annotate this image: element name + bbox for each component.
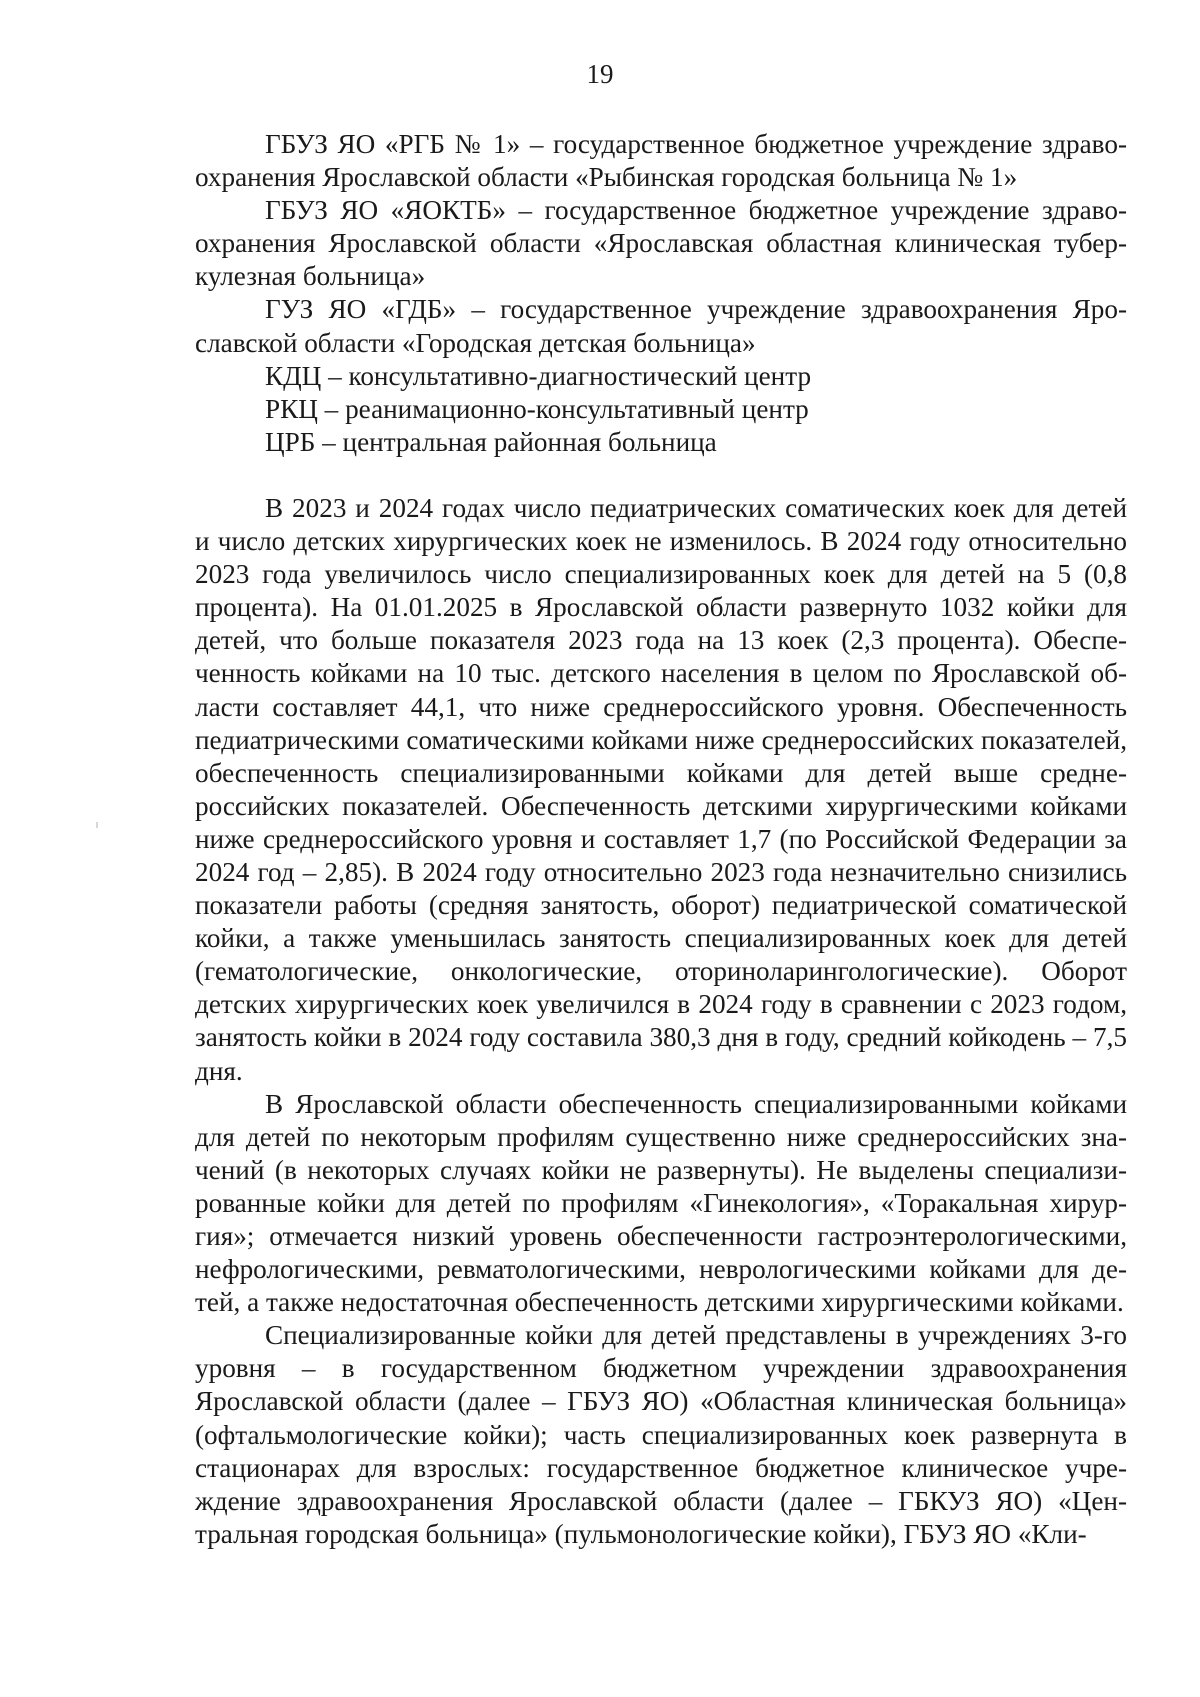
section-gap	[195, 459, 1127, 492]
abbreviation-item: КДЦ – консультативно-диагностический центр	[265, 360, 812, 391]
abbreviation-item: ГБУЗ ЯО «ЯОКТБ» – государственное бюджетное учреждение здравоохранения Ярославской области «Ярославская областная клиническая туберкулезная больница»	[195, 195, 1127, 292]
body-paragraph: Специализированные койки для детей представлены в учреждениях 3-го уровня – в государственном бюджетном учреждении здравоохранения Ярославской области (далее – ГБУЗ ЯО) «Областная клиническая больница» (офтальмологические койки); часть специализированных коек развернута в стационарах для взрослых: государственное бюджетное клиническое учреждение здравоохранения Ярославской области (далее – ГБКУЗ ЯО) «Центральная городская больница» (пульмонологические койки), ГБУЗ ЯО «Кли-	[195, 1320, 1127, 1549]
document-body	[195, 128, 1127, 1551]
body-paragraph: В 2023 и 2024 годах число педиатрических соматических коек для детей и число детских хирургических коек не изменилось. В 2024 году относительно 2023 года увеличилось число специализированных коек для детей на 5 (0,8 процента). На 01.01.2025 в Ярославской области развернуто 1032 койки для детей, что больше показателя 2023 года на 13 коек (2,3 процента). Обеспеченность койками на 10 тыс. детского населения в целом по Ярославской области составляет 44,1, что ниже среднероссийского уровня. Обеспеченность педиатрическими соматическими койками ниже среднероссийских показателей, обеспеченность специализированными койками для детей выше среднероссийских показателей. Обеспеченность детскими хирургическими койками ниже среднероссийского уровня и составляет 1,7 (по Российской Федерации за 2024 год – 2,85). В 2024 году относительно 2023 года незначительно снизились показатели работы (средняя занятость, оборот) педиатрической соматической койки, а также уменьшилась занятость специализированных коек для детей (гематологические, онкологические, оториноларингологические). Оборот детских хирургических коек увеличился в 2024 году в сравнении с 2023 годом, занятость койки в 2024 году составила 380,3 дня в году, средний койкодень – 7,5 дня.	[195, 492, 1127, 1086]
abbreviation-item: ЦРБ – центральная районная больница	[265, 426, 717, 457]
body-paragraph: В Ярославской области обеспеченность специализированными койками для детей по некоторым профилям существенно ниже среднероссийских значений (в некоторых случаях койки не развернуты). Не выделены специализированные койки для детей по профилям «Гинекология», «Торакальная хирургия»; отмечается низкий уровень обеспеченности гастроэнтерологическими, нефрологическими, ревматологическими, неврологическими койками для детей, а также недостаточная обеспеченность детскими хирургическими койками.	[195, 1088, 1127, 1318]
page-number: 19	[586, 59, 614, 89]
abbreviation-item: ГУЗ ЯО «ГДБ» – государственное учреждение здравоохранения Ярославской области «Городская детская больница»	[195, 294, 1127, 358]
scan-artifact-mark	[96, 822, 98, 828]
abbreviation-item: РКЦ – реанимационно-консультативный центр	[265, 393, 809, 424]
abbreviation-item: ГБУЗ ЯО «РГБ № 1» – государственное бюджетное учреждение здравоохранения Ярославской области «Рыбинская городская больница № 1»	[195, 129, 1127, 193]
abbreviation-list	[195, 128, 1127, 459]
